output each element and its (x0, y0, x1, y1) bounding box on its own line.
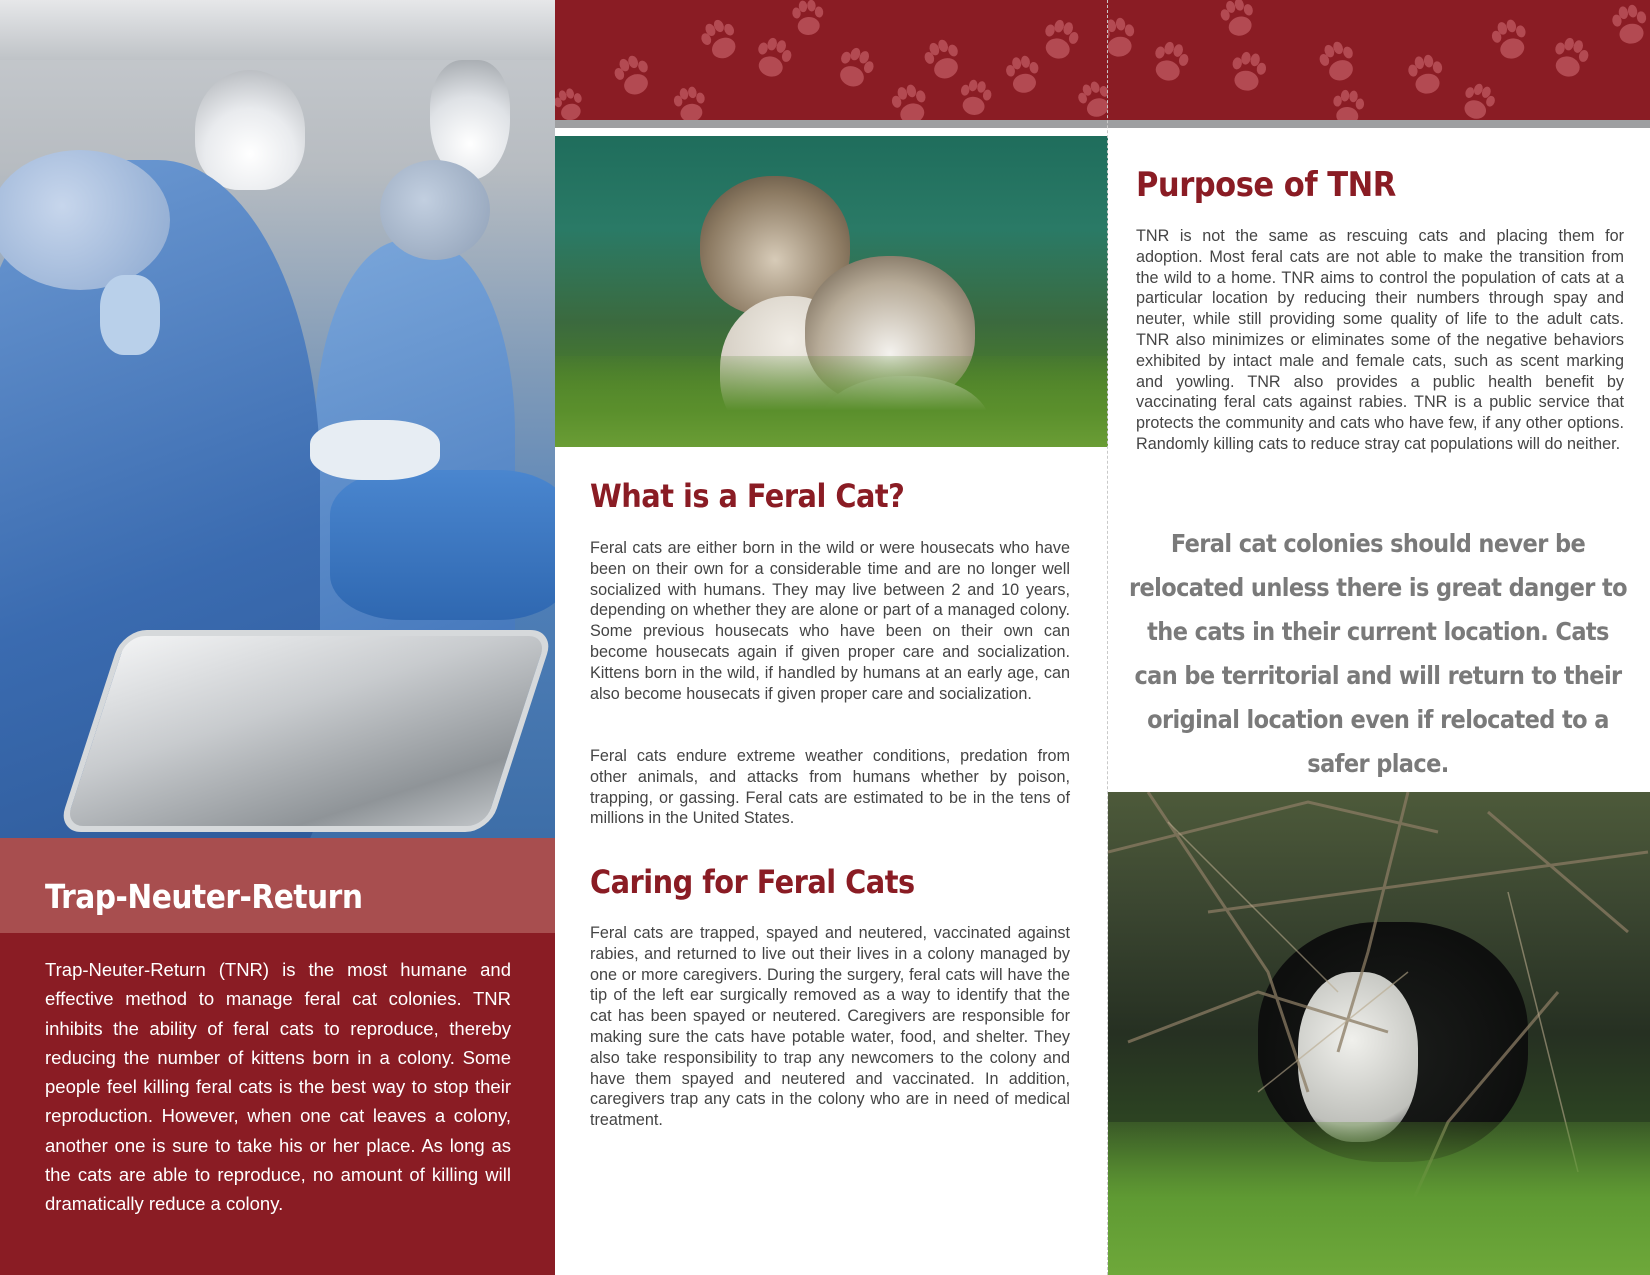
paw-print-icon (921, 36, 966, 84)
purpose-heading: Purpose of TNR (1136, 165, 1396, 205)
feral-cat-paragraph-2: Feral cats endure extreme weather conditions, predation from other animals, and attacks from humans whether by poison, trapping, or gassing. Feral cats are estimated to be in the tens of millions in the United States. (590, 747, 1070, 828)
surgical-light (195, 70, 305, 190)
paw-banner (1108, 0, 1650, 128)
paw-print-icon (1549, 35, 1592, 81)
paw-print-icon (1610, 3, 1650, 47)
paw-print-icon (697, 15, 744, 64)
paw-print-icon (791, 0, 825, 36)
ceiling (0, 0, 555, 60)
paw-print-icon (611, 52, 656, 100)
left-panel (0, 0, 555, 1275)
surgical-drape (330, 470, 555, 620)
paw-print-pattern (1108, 0, 1650, 128)
paw-print-icon (1316, 38, 1361, 86)
tnr-paragraph: Trap-Neuter-Return (TNR) is the most humane and effective method to manage feral cat colonies. TNR inhibits the ability of feral cats to reproduce, thereby reducing the number of kittens born in a colony. Some people feel killing feral cats is the best way to stop their reproduction. However, when one cat leaves a colony, another one is sure to take his or her place. As long as the cats are able to reproduce, no amount of killing will dramatically reduce a colony. (45, 959, 511, 1215)
paw-print-icon (1489, 17, 1532, 63)
paw-print-icon (1075, 78, 1108, 121)
paw-print-icon (1108, 16, 1138, 60)
black-white-cat-photo (1108, 792, 1650, 1275)
paw-print-icon (1458, 80, 1499, 123)
caring-heading: Caring for Feral Cats (590, 863, 915, 901)
paw-print-icon (1406, 53, 1446, 97)
banner-divider (1108, 120, 1650, 128)
surgical-cap (380, 160, 490, 260)
paw-print-icon (1004, 54, 1042, 96)
relocation-pull-quote: Feral cat colonies should never be relocated unless there is great danger to the cats in their current location. Cats can be territorial and will return to their original location even if relocated to a safer place. (1128, 529, 1628, 778)
paw-print-icon (1228, 50, 1268, 94)
paw-print-icon (752, 35, 795, 81)
paw-print-pattern (555, 0, 1108, 128)
surgical-mask (100, 275, 160, 355)
paw-print-icon (957, 78, 993, 118)
feral-cat-paragraph-1: Feral cats are either born in the wild or were housecats who have been on their own for a considerable time and are no longer well socialized with humans. They may live between 2 and 10 years, depending on whether they are alone or part of a managed colony. Some previous housecats who have been on their own can become housecats again if given proper care and socialization. Kittens born in the wild, if handled by humans at an early age, can also become housecats if given proper care and socialization. (590, 539, 1070, 703)
paw-print-icon (555, 86, 587, 123)
instrument-tray (57, 630, 555, 832)
paw-print-icon (672, 85, 708, 125)
purpose-paragraph: TNR is not the same as rescuing cats and placing them for adoption. Most feral cats are not able to make the transition from the wild to a home. TNR aims to control the population of cats at a particular location by reducing their numbers through spay and neuter, while still providing some quality of life to the adult cats. TNR also minimizes or eliminates some of the negative behaviors exhibited by intact male and female cats, such as scent marking and yowling. TNR also provides a public health benefit by vaccinating feral cats against rabies. TNR is a public service that protects the community and cats who have few, if any other options. Randomly killing cats to reduce stray cat populations will do neither. (1136, 227, 1624, 453)
feral-cat-heading: What is a Feral Cat? (590, 477, 905, 515)
middle-panel (555, 0, 1108, 1275)
grass (555, 356, 1108, 447)
foliage (1108, 1122, 1650, 1275)
paw-print-icon (1039, 17, 1082, 63)
paw-banner (555, 0, 1108, 128)
kittens-photo (555, 136, 1108, 447)
paw-print-icon (1218, 0, 1259, 39)
banner-divider (555, 120, 1108, 128)
gloved-hands (310, 420, 440, 480)
paw-print-icon (833, 44, 878, 92)
right-panel (1108, 0, 1650, 1275)
surgery-photo (0, 0, 555, 838)
caring-paragraph: Feral cats are trapped, spayed and neutered, vaccinated against rabies, and returned to live out their lives in a colony managed by one or more caregivers. During the surgery, feral cats will have the tip of the left ear surgically removed as a way to identify that the cat has been spayed or neutered. Caregivers are responsible for making sure the cats have potable water, food, and shelter. They also take responsibility to trap any newcomers to the colony and have them spayed and neutered and vaccinated. In addition, caregivers trap any cats in the colony who are in need of medical treatment. (590, 924, 1070, 1130)
paw-print-icon (1149, 39, 1192, 85)
tnr-heading: Trap-Neuter-Return (45, 877, 363, 916)
